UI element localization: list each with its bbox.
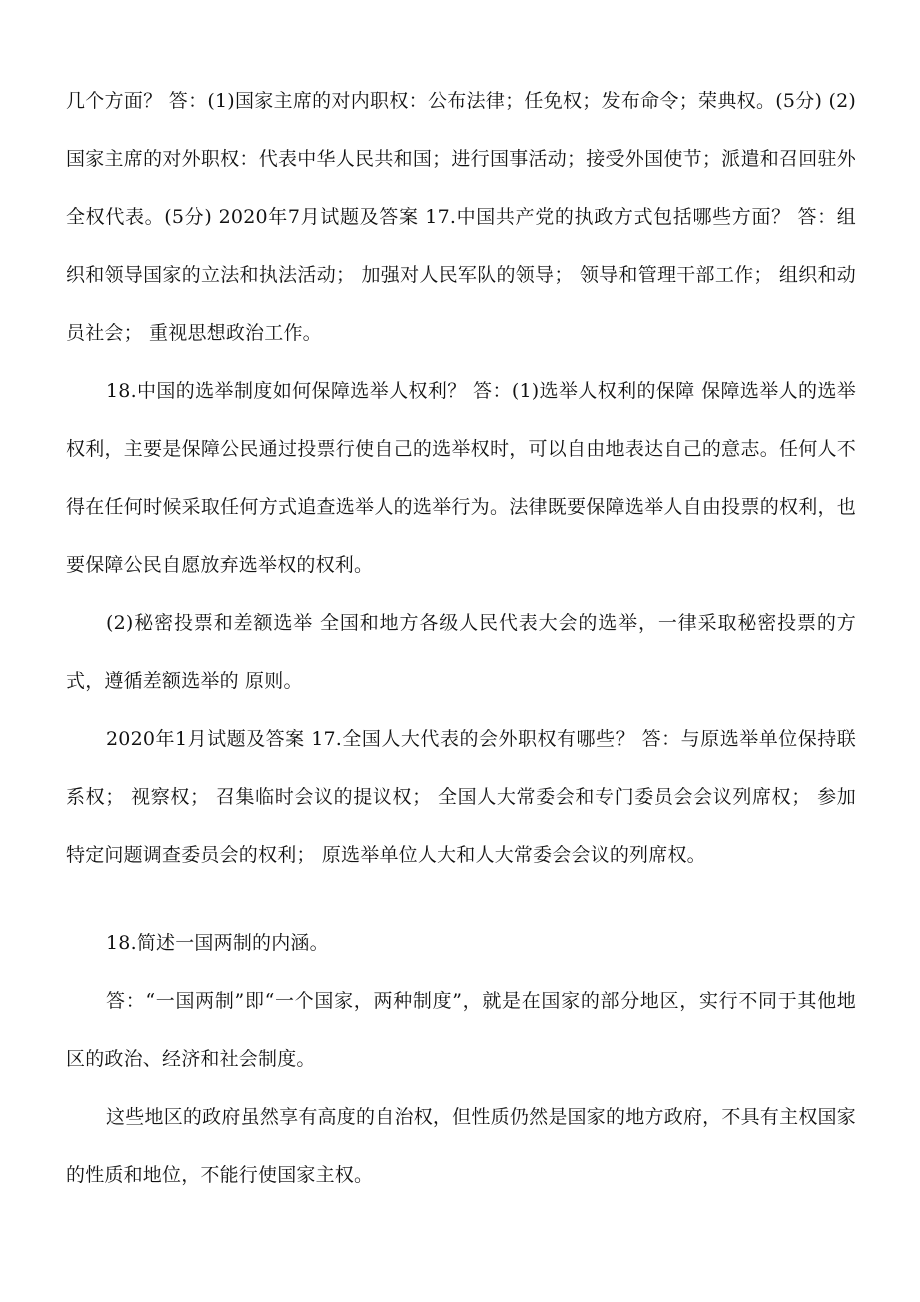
paragraph-2: 18.中国的选举制度如何保障选举人权利？ 答：(1)选举人权利的保障 保障选举人的选举权利，主要是保障公民通过投票行使自己的选举权时，可以自由地表达自己的意志。任何人不得在任何时候采取任何方式追查选举人的选举行为。法律既要保障选举人自由投票的权利，也要保障公民自愿放弃选举权的权利。: [66, 380, 856, 576]
paragraph-3: (2)秘密投票和差额选举 全国和地方各级人民代表大会的选举，一律采取秘密投票的方式，遵循差额选举的 原则。: [66, 612, 856, 692]
paragraph-6: 答：“一国两制”即“一个国家，两种制度”，就是在国家的部分地区，实行不同于其他地区的政治、经济和社会制度。: [66, 990, 856, 1070]
paragraph-1: 几个方面？ 答：(1)国家主席的对内职权：公布法律；任免权；发布命令；荣典权。(5分) (2)国家主席的对外职权：代表中华人民共和国；进行国事活动；接受外国使节；派遣和召回驻外全权代表。(5分) 2020年7月试题及答案 17.中国共产党的执政方式包括哪些方面？ 答：组织和领导国家的立法和执法活动； 加强对人民军队的领导； 领导和管理干部工作； 组织和动员社会； 重视思想政治工作。: [66, 90, 856, 344]
paragraph-4: 2020年1月试题及答案 17.全国人大代表的会外职权有哪些？ 答：与原选举单位保持联系权； 视察权； 召集临时会议的提议权； 全国人大常委会和专门委员会会议列席权； 参加特定问题调查委员会的权利； 原选举单位人大和人大常委会会议的列席权。: [66, 728, 856, 866]
paragraph-7: 这些地区的政府虽然享有高度的自治权，但性质仍然是国家的地方政府，不具有主权国家的性质和地位，不能行使国家主权。: [66, 1106, 856, 1186]
paragraph-5: 18.简述一国两制的内涵。: [106, 932, 329, 954]
